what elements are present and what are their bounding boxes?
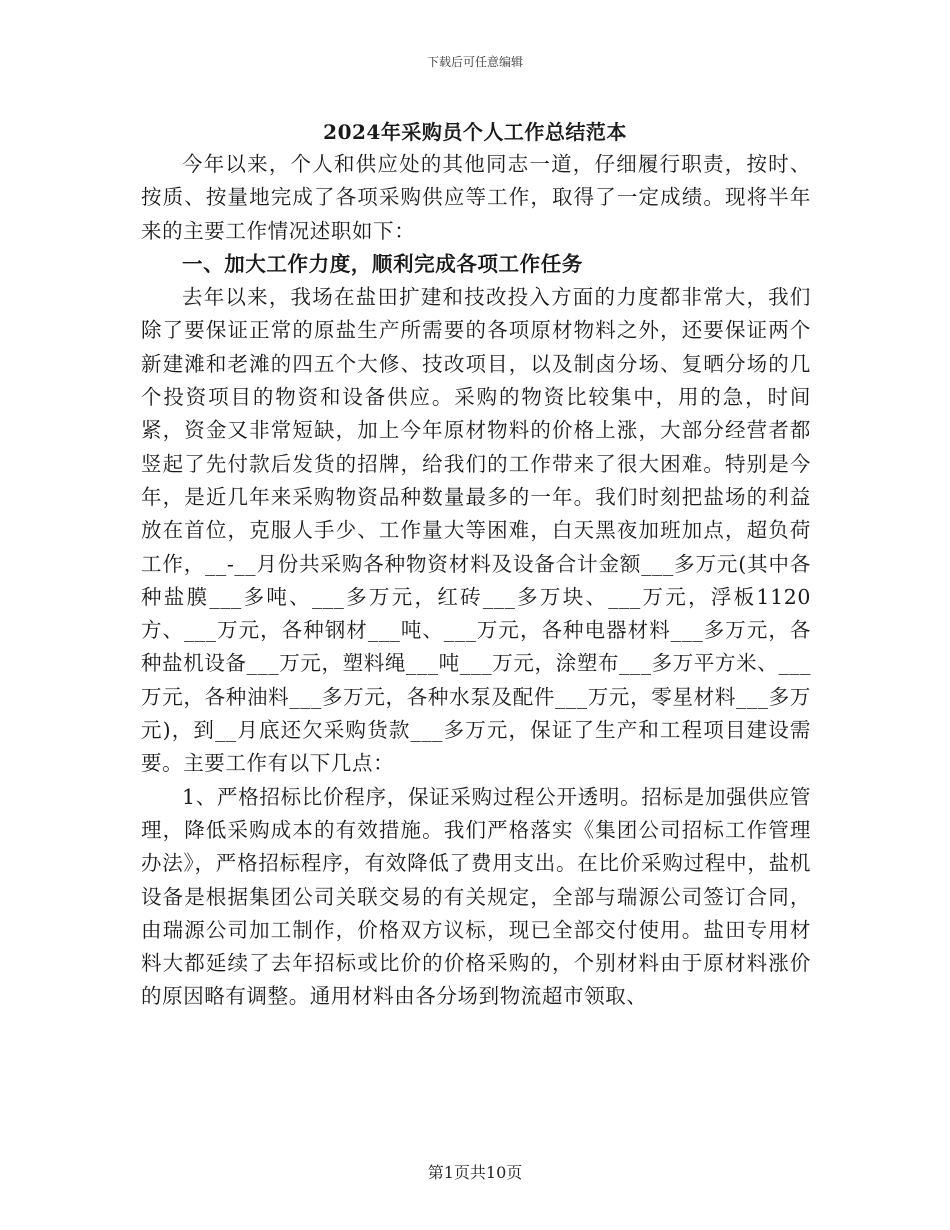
header-note: 下载后可任意编辑 [426, 55, 523, 69]
section-paragraph: 去年以来，我场在盐田扩建和技改投入方面的力度都非常大，我们除了要保证正常的原盐生产所需要的各项原材物料之外，还要保证两个新建滩和老滩的四五个大修、技改项目，以及制卤分场、复晒分场的几个投资项目的物资和设备供应。采购的物资比较集中，用的急，时间紧，资金又非常短缺，加上今年原材物料的价格上涨，大部分经营者都竖起了先付款后发货的招牌，给我们的工作带来了很大困难。特别是今年，是近几年来采购物资品种数量最多的一年。我们时刻把盐场的利益放在首位，克服人手少、工作量大等困难，白天黑夜加班加点，超负荷工作，__-__月份共采购各种物资材料及设备合计金额___多万元(其中各种盐膜___多吨、___多万元，红砖___多万块、___万元，浮板1120方、___万元，各种钢材___吨、___万元，各种电器材料___多万元，各种盐机设备___万元，塑料绳___吨___万元，涂塑布___多万平方米、___万元，各种油料___多万元，各种水泵及配件___万元，零星材料___多万元)，到__月底还欠采购货款___多万元，保证了生产和工程项目建设需要。主要工作有以下几点： [141, 285, 811, 776]
list-item-paragraph: 1、严格招标比价程序，保证采购过程公开透明。招标是加强供应管理，降低采购成本的有效措施。我们严格落实《集团公司招标工作管理办法》，严格招标程序，有效降低了费用支出。在比价采购过程中，盐机设备是根据集团公司关联交易的有关规定，全部与瑞源公司签订合同，由瑞源公司加工制作，价格双方议标，现已全部交付使用。盐田专用材料大都延续了去年招标或比价的价格采购的，个别材料由于原材料涨价的原因略有调整。通用材料由各分场到物流超市领取、 [141, 784, 811, 1009]
page-number: 第1页共10页 [427, 1163, 523, 1182]
intro-paragraph: 今年以来，个人和供应处的其他同志一道，仔细履行职责，按时、按质、按量地完成了各项采购供应等工作，取得了一定成绩。现将半年来的主要工作情况述职如下： [141, 152, 811, 243]
section-heading: 一、加大工作力度，顺利完成各项工作任务 [182, 251, 583, 276]
document-title: 2024年采购员个人工作总结范本 [323, 120, 627, 144]
document-body [141, 148, 811, 1014]
